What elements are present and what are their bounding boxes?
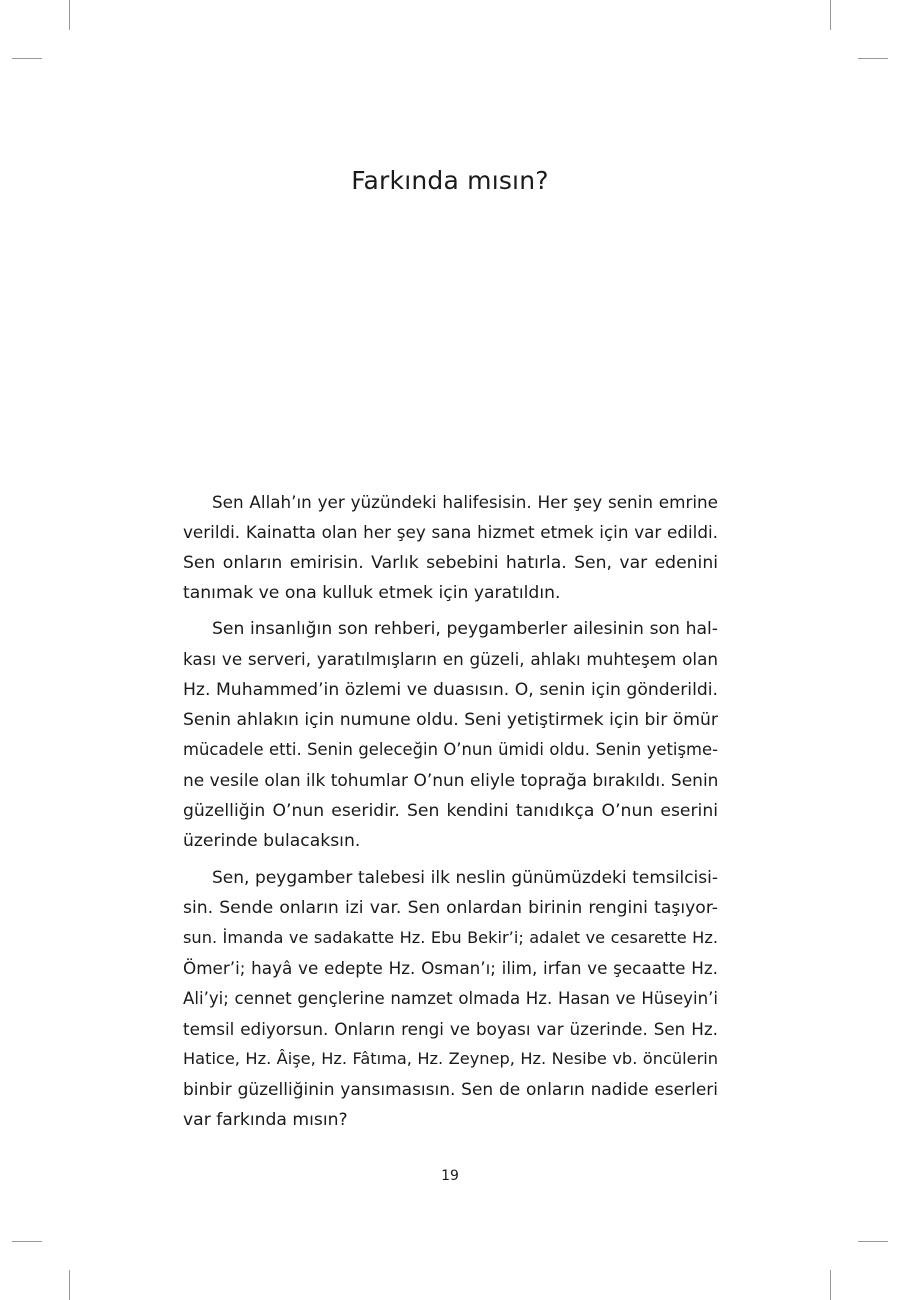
text-line: Ömer’i; hayâ ve edepte Hz. Osman’ı; ilim, irfan ve şecaatte Hz. (183, 958, 718, 979)
crop-mark-top-right-vertical (830, 0, 831, 30)
text-line: Hz. Muhammed’in özlemi ve duasısın. O, senin için gönderildi. (183, 679, 718, 700)
crop-mark-bottom-left-horizontal (12, 1241, 42, 1242)
text-line: sin. Sende onların izi var. Sen onlardan birinin rengini taşıyor- (183, 897, 718, 918)
crop-mark-bottom-right-vertical (830, 1270, 831, 1300)
text-line: Sen insanlığın son rehberi, peygamberler ailesinin son hal- (212, 619, 718, 640)
crop-mark-bottom-right-horizontal (858, 1241, 888, 1242)
text-line: Sen Allah’ın yer yüzündeki halifesisin. Her şey senin emrine (212, 492, 718, 512)
paragraph (183, 863, 718, 1136)
text-line: Ali’yi; cennet gençlerine namzet olmada Hz. Hasan ve Hüseyin’i (183, 988, 718, 1008)
text-line: mücadele etti. Senin geleceğin O’nun ümidi oldu. Senin yetişme- (183, 740, 718, 760)
text-line: Senin ahlakın için numune oldu. Seni yetiştirmek için bir ömür (183, 710, 718, 731)
text-line: üzerinde bulacaksın. (183, 831, 361, 852)
text-line: kası ve serveri, yaratılmışların en güzeli, ahlakı muhteşem olan (183, 649, 718, 670)
text-line: var farkında mısın? (183, 1109, 348, 1130)
text-line: verildi. Kainatta olan her şey sana hizmet etmek için var edildi. (183, 522, 718, 543)
text-line: binbir güzelliğinin yansımasısın. Sen de onların nadide eserleri (183, 1079, 718, 1100)
body-text (183, 487, 718, 1141)
text-line: Sen onların emirisin. Varlık sebebini hatırla. Sen, var edenini (183, 552, 718, 573)
paragraph (183, 487, 718, 608)
text-line: tanımak ve ona kulluk etmek için yaratıldın. (183, 582, 561, 603)
text-line: güzelliğin O’nun eseridir. Sen kendini tanıdıkça O’nun eserini (183, 800, 718, 821)
text-line: Hatice, Hz. Âişe, Hz. Fâtıma, Hz. Zeynep, Hz. Nesibe vb. öncülerin (183, 1049, 718, 1069)
text-line: Sen, peygamber talebesi ilk neslin günümüzdeki temsilcisi- (212, 867, 718, 888)
text-line: sun. İmanda ve sadakatte Hz. Ebu Bekir’i; adalet ve cesarette Hz. (183, 928, 718, 948)
chapter-title: Farkında mısın? (351, 166, 549, 195)
crop-mark-top-left-vertical (69, 0, 70, 30)
crop-mark-bottom-left-vertical (69, 1270, 70, 1300)
crop-mark-top-left-horizontal (12, 58, 42, 59)
text-line: temsil ediyorsun. Onların rengi ve boyası var üzerinde. Sen Hz. (183, 1019, 718, 1040)
text-line: ne vesile olan ilk tohumlar O’nun eliyle toprağa bırakıldı. Senin (183, 770, 719, 791)
page-number: 19 (441, 1168, 459, 1184)
paragraph (183, 614, 718, 856)
crop-mark-top-right-horizontal (858, 58, 888, 59)
